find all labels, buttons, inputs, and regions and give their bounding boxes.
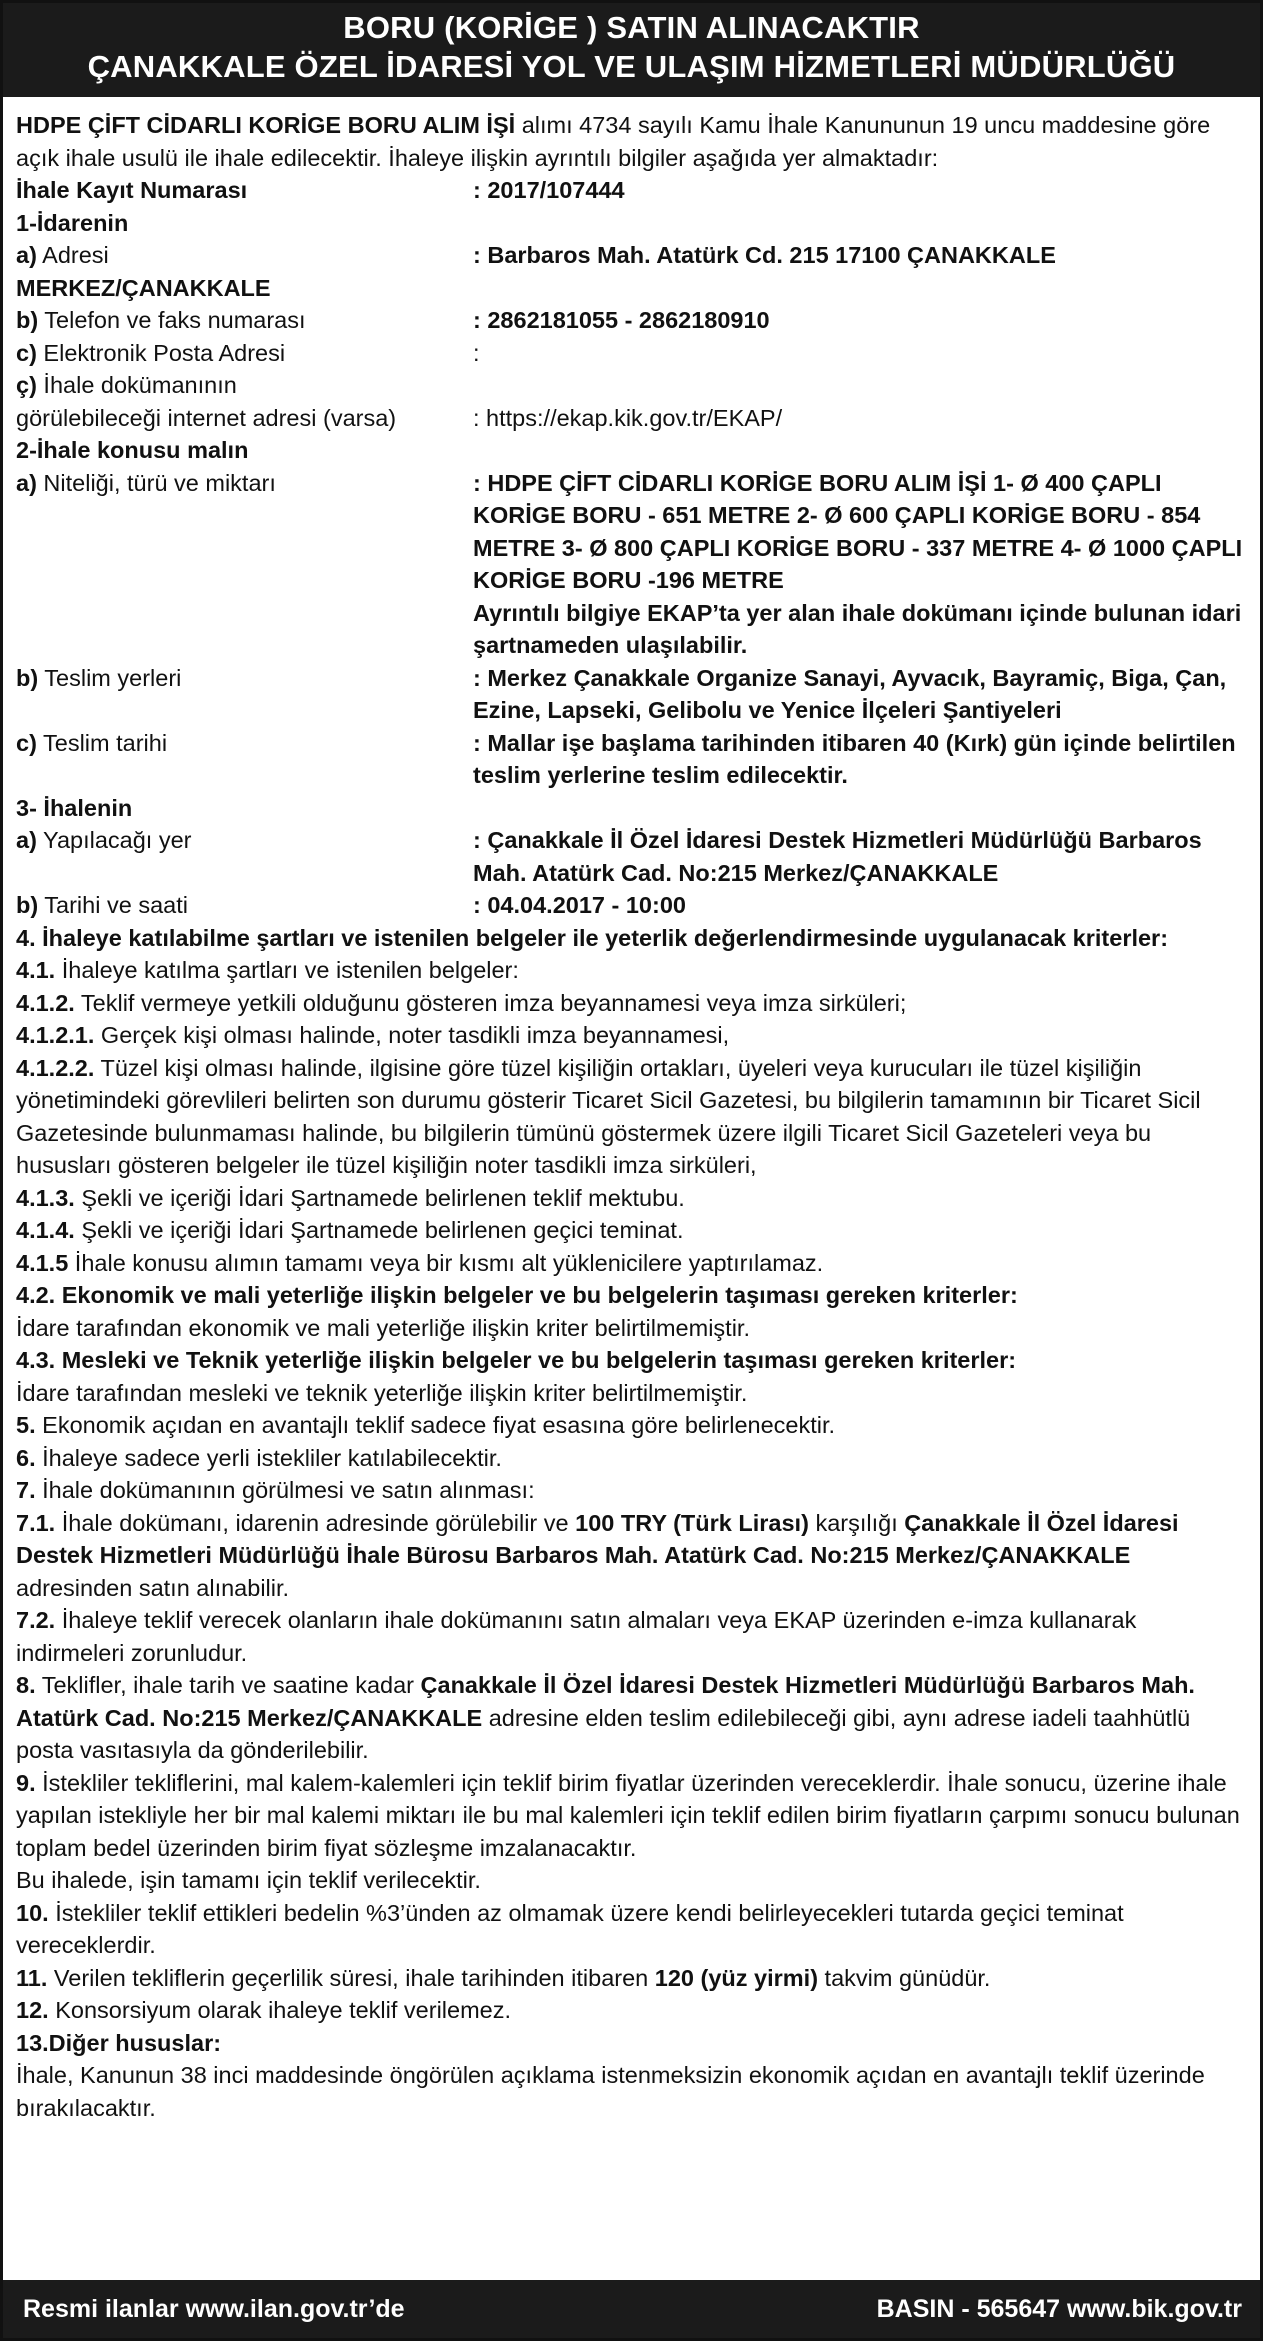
s1-b-value: : 2862181055 - 2862180910 bbox=[473, 307, 770, 333]
section-4-title: 4. İhaleye katılabilme şartları ve istenilen belgeler ile yeterlik değerlendirmesinde uygulanacak kriterler: bbox=[16, 924, 1169, 951]
item-4-3-text: İdare tarafından mesleki ve teknik yeterliğe ilişkin kriter belirtilmemiştir. bbox=[16, 1379, 748, 1406]
s3-b-key: b) bbox=[16, 892, 39, 918]
s2-a-text: Niteliği, türü ve miktarı bbox=[36, 469, 276, 496]
s1-b-text: Telefon ve faks numarası bbox=[38, 307, 306, 333]
item-4-1-4-text: Şekli ve içeriği İdari Şartnamede belirlenen geçici teminat. bbox=[74, 1217, 684, 1243]
header-title: BORU (KORİGE ) SATIN ALINACAKTIR bbox=[343, 10, 920, 45]
s1-a-key: a) bbox=[16, 242, 37, 268]
s1-cc-value[interactable]: : https://ekap.kik.gov.tr/EKAP/ bbox=[473, 404, 783, 431]
item-11-t2: takvim günüdür. bbox=[818, 1964, 991, 1991]
s1-a-cont-text: MERKEZ/ÇANAKKALE bbox=[16, 274, 271, 301]
intro-text: alımı 4734 sayılı Kamu İhale Kanununun 19 uncu maddesine göre açık ihale usulü ile ihale edilecektir. İhaleye ilişkin ayrıntılı bilgiler aşağıda yer almaktadır: bbox=[16, 112, 1211, 171]
item-8-num: 8. bbox=[16, 1672, 36, 1698]
item-4-1-4-num: 4.1.4. bbox=[16, 1217, 75, 1243]
s2-c-text: Teslim tarihi bbox=[36, 729, 168, 756]
item-13-text: İhale, Kanunun 38 inci maddesinde öngörülen açıklama istenmeksizin ekonomik açıdan en avantajlı teklif üzerinde bırakılacaktır. bbox=[16, 2062, 1205, 2121]
item-4-1-3-text: Şekli ve içeriği İdari Şartnamede belirlenen teklif mektubu. bbox=[74, 1184, 685, 1211]
s3-a-text: Yapılacağı yer bbox=[36, 827, 192, 853]
s3-b-text: Tarihi ve saati bbox=[38, 892, 188, 918]
item-8-b1: Çanakkale İl Özel İdaresi Destek Hizmetleri Müdürlüğü Barbaros Mah. Atatürk Cad. No:215 Merkez/ÇANAKKALE bbox=[16, 1672, 1195, 1731]
s1-c-value: : bbox=[473, 339, 480, 366]
item-4-1-num: 4.1. bbox=[16, 957, 56, 983]
item-11-b1: 120 (yüz yirmi) bbox=[654, 1964, 819, 1991]
item-6-text: İhaleye sadece yerli istekliler katılabilecektir. bbox=[35, 1444, 502, 1471]
item-9-num: 9. bbox=[16, 1769, 36, 1796]
item-12-num: 12. bbox=[16, 1997, 49, 2023]
item-5-text: Ekonomik açıdan en avantajlı teklif sadece fiyat esasına göre belirlenecektir. bbox=[35, 1412, 836, 1438]
item-7-1-num: 7.1. bbox=[16, 1509, 56, 1536]
s3-a-key: a) bbox=[16, 827, 37, 853]
s1-cc-text1: İhale dokümanının bbox=[36, 372, 237, 398]
kayit-value: : 2017/107444 bbox=[473, 177, 625, 203]
s3-b-value: : 04.04.2017 - 10:00 bbox=[473, 892, 686, 918]
item-4-1-2-2-text: Tüzel kişi olması halinde, ilgisine göre tüzel kişiliğin ortakları, üyeleri veya kurucuları ile tüzel kişiliğin yönetimindeki görevlileri belirten son durumu gösterir Ticaret Sicil Gazetesi, bu bilgilerin tamamının bir Ticaret Sicil Gazetesinde bulunmaması halinde, bu bilgilerin tümünü göstermek üzere ilgili Ticaret Sicil Gazeteleri veya bu hususları gösteren belgeler ile tüzel kişiliğin noter tasdikli imza sirküleri, bbox=[16, 1054, 1201, 1178]
s2-a-value-text: : HDPE ÇİFT CİDARLI KORİGE BORU ALIM İŞİ 1- Ø 400 ÇAPLI KORİGE BORU - 651 METRE 2- Ø 600 ÇAPLI KORİGE BORU - 854 METRE 3- Ø 800 ÇAPLI KORİGE BORU - 337 METRE 4- Ø 1000 ÇAPLI KORİGE BORU -196 METRE bbox=[473, 469, 1243, 593]
item-4-2-text: İdare tarafından ekonomik ve mali yeterliğe ilişkin kriter belirtilmemiştir. bbox=[16, 1314, 750, 1341]
item-4-1-5-num: 4.1.5 bbox=[16, 1249, 69, 1276]
item-4-1-3-num: 4.1.3. bbox=[16, 1184, 75, 1211]
item-4-1-2-1-text: Gerçek kişi olması halinde, noter tasdikli imza beyannamesi, bbox=[94, 1022, 730, 1048]
s3-a-value: : Çanakkale İl Özel İdaresi Destek Hizmetleri Müdürlüğü Barbaros Mah. Atatürk Cad. No:215 Merkez/ÇANAKKALE bbox=[473, 827, 1202, 886]
s2-b-value: : Merkez Çanakkale Organize Sanayi, Ayvacık, Bayramiç, Biga, Çan, Ezine, Lapseki, Gelibolu ve Yenice İlçeleri Şantiyeleri bbox=[473, 664, 1227, 723]
s1-a-value: : Barbaros Mah. Atatürk Cd. 215 17100 ÇANAKKALE bbox=[473, 242, 1056, 268]
kayit-label: İhale Kayıt Numarası bbox=[16, 177, 248, 203]
item-4-3-title: 4.3. Mesleki ve Teknik yeterliğe ilişkin belgeler ve bu belgelerin taşıması gereken kriterler: bbox=[16, 1347, 1017, 1373]
item-4-2-title: 4.2. Ekonomik ve mali yeterliğe ilişkin belgeler ve bu belgelerin taşıması gereken kriterler: bbox=[16, 1282, 1018, 1308]
header-subtitle: ÇANAKKALE ÖZEL İDARESİ YOL VE ULAŞIM HİZMETLERİ MÜDÜRLÜĞÜ bbox=[87, 49, 1176, 84]
item-7-text: İhale dokümanının görülmesi ve satın alınması: bbox=[35, 1477, 535, 1503]
item-9-note: Bu ihalede, işin tamamı için teklif verilecektir. bbox=[16, 1867, 481, 1893]
footer-right[interactable]: BASIN - 565647 www.bik.gov.tr bbox=[876, 2294, 1242, 2323]
item-7-1-t1: İhale dokümanı, idarenin adresinde görülebilir ve bbox=[55, 1509, 576, 1536]
section-3-title: 3- İhalenin bbox=[16, 794, 133, 821]
s2-c-key: c) bbox=[16, 729, 37, 756]
item-8-t1: Teklifler, ihale tarih ve saatine kadar bbox=[35, 1672, 421, 1698]
footer-left[interactable]: Resmi ilanlar www.ilan.gov.tr’de bbox=[23, 2294, 405, 2323]
s1-cc-text2: görülebileceği internet adresi (varsa) bbox=[16, 404, 397, 431]
item-7-2-num: 7.2. bbox=[16, 1607, 56, 1633]
item-7-1-t3: adresinden satın alınabilir. bbox=[16, 1574, 290, 1601]
s1-c-text: Elektronik Posta Adresi bbox=[36, 339, 286, 366]
item-7-1-t2: karşılığı bbox=[808, 1509, 905, 1536]
s2-a-note: Ayrıntılı bilgiye EKAP’ta yer alan ihale dokümanı içinde bulunan idari şartnameden ulaşılabilir. bbox=[473, 599, 1242, 658]
item-4-1-2-text: Teklif vermeye yetkili olduğunu gösteren imza beyannamesi veya imza sirküleri; bbox=[74, 989, 907, 1016]
s1-c-key: c) bbox=[16, 339, 37, 366]
s2-c-value: : Mallar işe başlama tarihinden itibaren 40 (Kırk) gün içinde belirtilen teslim yerlerine teslim edilecektir. bbox=[473, 729, 1236, 788]
s2-b-text: Teslim yerleri bbox=[38, 664, 182, 691]
item-4-1-2-1-num: 4.1.2.1. bbox=[16, 1022, 95, 1048]
item-9-text: İstekliler tekliflerini, mal kalem-kalemleri için teklif birim fiyatlar üzerinden vereceklerdir. İhale sonucu, üzerine ihale yapılan istekliyle her bir mal kalemi miktarı ile bu mal kalemleri için teklif edilen birim fiyatların çarpımı sonucu bulunan toplam bedel üzerinden birim fiyat sözleşme imzalanacaktır. bbox=[16, 1769, 1240, 1861]
item-5-num: 5. bbox=[16, 1412, 36, 1438]
section-2-title: 2-İhale konusu malın bbox=[16, 437, 249, 463]
footer-banner bbox=[3, 2280, 1260, 2338]
item-12-text: Konsorsiyum olarak ihaleye teklif verilemez. bbox=[48, 1997, 512, 2023]
item-4-1-5-text: İhale konusu alımın tamamı veya bir kısmı alt yüklenicilere yaptırılamaz. bbox=[68, 1249, 824, 1276]
item-6-num: 6. bbox=[16, 1444, 36, 1471]
item-4-1-2-2-num: 4.1.2.2. bbox=[16, 1054, 95, 1081]
s1-b-key: b) bbox=[16, 307, 39, 333]
item-4-1-text: İhaleye katılma şartları ve istenilen belgeler: bbox=[55, 957, 519, 983]
s2-b-key: b) bbox=[16, 664, 39, 691]
item-13-title: 13.Diğer hususlar: bbox=[16, 2029, 222, 2056]
item-8-t2: adresine elden teslim edilebileceği gibi, aynı adrese iadeli taahhütlü posta vasıtasıyla da gönderilebilir. bbox=[16, 1704, 1191, 1763]
item-7-num: 7. bbox=[16, 1477, 36, 1503]
s1-cc-key: ç) bbox=[16, 372, 37, 398]
item-11-num: 11. bbox=[16, 1964, 48, 1991]
item-11-t1: Verilen tekliflerin geçerlilik süresi, ihale tarihinden itibaren bbox=[47, 1964, 655, 1991]
item-7-1-b1: 100 TRY (Türk Lirası) bbox=[575, 1509, 809, 1536]
item-7-2-text: İhaleye teklif verecek olanların ihale dokümanını satın almaları veya EKAP üzerinden e-imza kullanarak indirmeleri zorunludur. bbox=[16, 1607, 1137, 1666]
s2-a-key: a) bbox=[16, 469, 37, 496]
item-10-num: 10. bbox=[16, 1899, 49, 1926]
section-1-title: 1-İdarenin bbox=[16, 209, 129, 236]
s1-a-text: Adresi bbox=[36, 242, 109, 268]
item-4-1-2-num: 4.1.2. bbox=[16, 989, 75, 1016]
intro-bold: HDPE ÇİFT CİDARLI KORİGE BORU ALIM İŞİ bbox=[16, 112, 516, 138]
item-7-1-b2: Çanakkale İl Özel İdaresi Destek Hizmetleri Müdürlüğü İhale Bürosu Barbaros Mah. Atatürk Cad. No:215 Merkez/ÇANAKKALE bbox=[16, 1509, 1179, 1568]
item-10-text: İstekliler teklif ettikleri bedelin %3’ünden az olmamak üzere kendi belirleyecekleri tutarda geçici teminat vereceklerdir. bbox=[16, 1899, 1124, 1958]
